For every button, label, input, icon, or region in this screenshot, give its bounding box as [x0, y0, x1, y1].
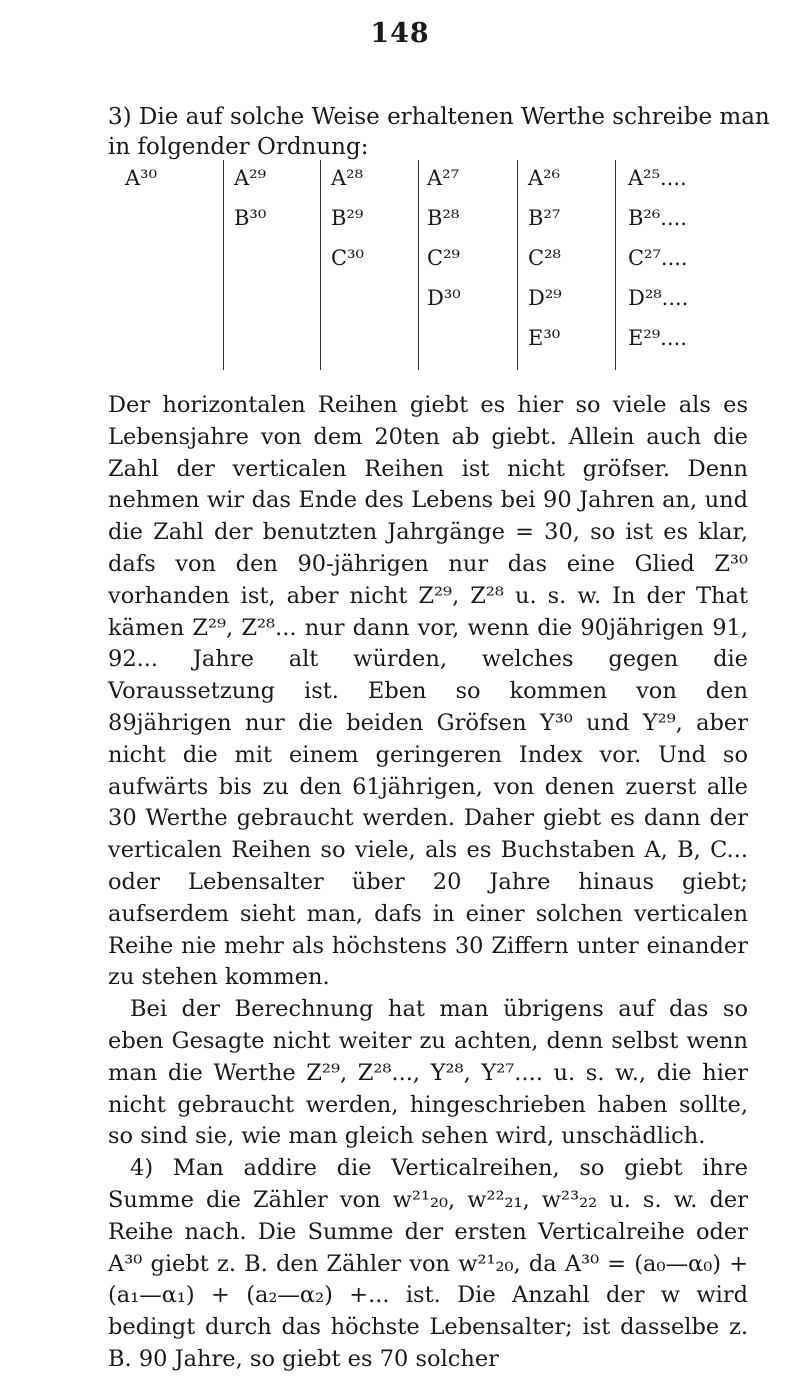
table-cell: B²⁶....: [628, 206, 687, 230]
table-cell: A²⁵....: [628, 166, 687, 190]
paragraph-calculation-note: Bei der Berechnung hat man übrigens auf das so eben Gesagte nicht weiter zu achten, denn selbst wenn man die Werthe Z²⁹, Z²⁸..., Y²⁸, Y²⁷.... u. s. w., die hier nicht gebraucht werden, hingeschrieben haben sollte, so sind sie, wie man gleich sehen wird, unschädlich.: [108, 996, 748, 1150]
table-cell: C²⁸: [528, 246, 561, 270]
table-cell: A²⁹: [234, 166, 267, 190]
table-cell: D²⁸....: [628, 286, 689, 310]
table-cell: D³⁰: [427, 286, 461, 310]
table-cell: B²⁸: [427, 206, 460, 230]
body-text: [108, 390, 748, 1376]
table-cell: B²⁷: [528, 206, 561, 230]
table-column-6: [615, 160, 689, 370]
table-cell: A²⁸: [331, 166, 364, 190]
table-cell: D²⁹: [528, 286, 562, 310]
table-cell: B²⁹: [331, 206, 364, 230]
paragraph-rows-explanation: Der horizontalen Reihen giebt es hier so viele als es Lebensjahre von dem 20ten ab giebt. Allein auch die Zahl der verticalen Reihen ist nicht gröfser. Denn nehmen wir das Ende des Lebens bei 90 Jahren an, und die Zahl der benutzten Jahrgänge = 30, so ist es klar, dafs von den 90-jährigen nur das eine Glied Z³⁰ vorhanden ist, aber nicht Z²⁹, Z²⁸ u. s. w. In der That kämen Z²⁹, Z²⁸... nur dann vor, wenn die 90jährigen 91, 92... Jahre alt würden, welches gegen die Voraussetzung ist. Eben so kommen von den 89jährigen nur die beiden Gröfsen Y³⁰ und Y²⁹, aber nicht die mit einem geringeren Index vor. Und so aufwärts bis zu den 61jährigen, von denen zuerst alle 30 Werthe gebraucht werden. Daher giebt es dann der verticalen Reihen so viele, als es Buchstaben A, B, C... oder Lebensalter über 20 Jahre hinaus giebt; aufserdem sieht man, dafs in einer solchen verticalen Reihe nie mehr als höchstens 30 Ziffern unter einander zu stehen kommen.: [108, 392, 748, 991]
intro-line-2: in folgender Ordnung:: [108, 134, 369, 160]
table-cell: A³⁰: [125, 166, 158, 190]
table-column-5: [517, 160, 562, 370]
table-cell: C²⁹: [427, 246, 460, 270]
intro-line-1: 3) Die auf solche Weise erhaltenen Werthe schreibe man: [108, 104, 770, 130]
table-cell: A²⁶: [528, 166, 561, 190]
section-intro: [108, 102, 770, 162]
table-cell: B³⁰: [234, 206, 267, 230]
value-table: [125, 160, 725, 370]
table-cell: E²⁹....: [628, 326, 687, 350]
table-cell: E³⁰: [528, 326, 561, 350]
table-cell: A²⁷: [427, 166, 460, 190]
table-cell: C²⁷....: [628, 246, 688, 270]
page-number: 148: [370, 18, 430, 49]
table-column-2: [223, 160, 267, 370]
paragraph-step-4: 4) Man addire die Verticalreihen, so giebt ihre Summe die Zähler von w²¹₂₀, w²²₂₁, w²³₂₂ u. s. w. der Reihe nach. Die Summe der ersten Verticalreihe oder A³⁰ giebt z. B. den Zähler von w²¹₂₀, da A³⁰ = (a₀—α₀) + (a₁—α₁) + (a₂—α₂) +... ist. Die Anzahl der w wird bedingt durch das höchste Lebensalter; ist dasselbe z. B. 90 Jahre, so giebt es 70 solcher: [108, 1155, 748, 1372]
table-column-3: [320, 160, 364, 370]
table-cell: C³⁰: [331, 246, 364, 270]
table-column-4: [418, 160, 461, 370]
